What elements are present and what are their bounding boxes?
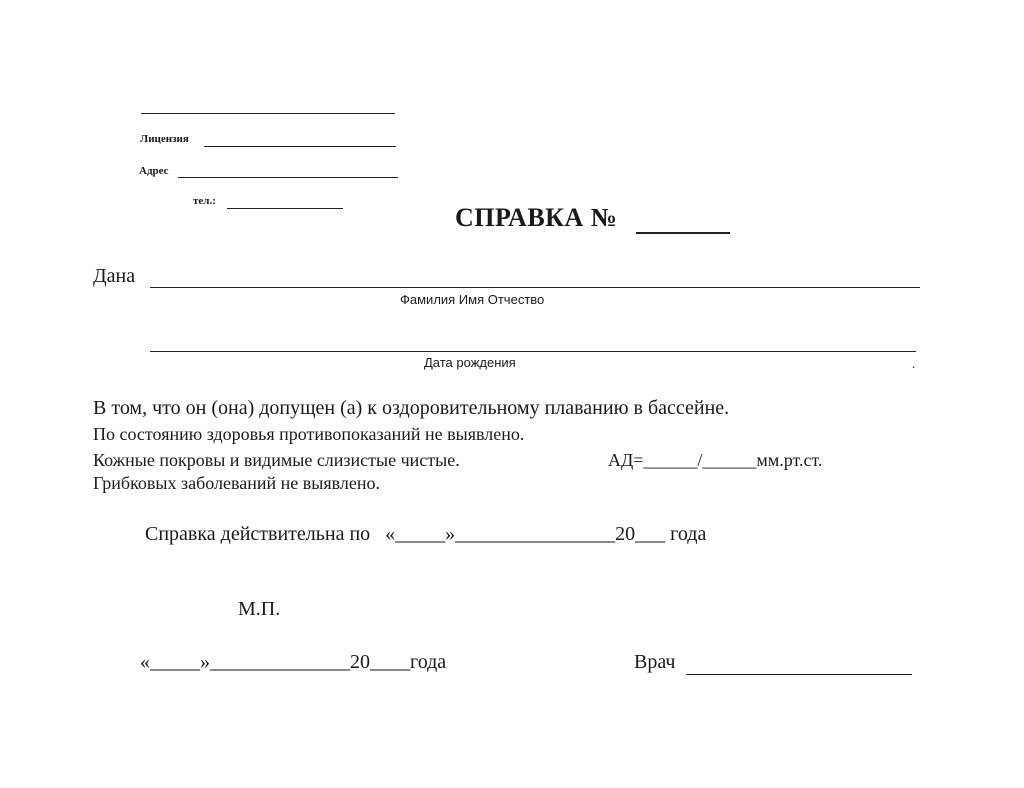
full-name-line: [150, 287, 920, 288]
phone-label: тел.:: [193, 195, 216, 207]
license-label: Лицензия: [140, 133, 189, 145]
trailing-dot: .: [912, 356, 916, 371]
full-name-caption: Фамилия Имя Отчество: [400, 292, 545, 307]
birth-date-caption: Дата рождения: [424, 355, 516, 370]
issued-to-label: Дана: [93, 265, 136, 287]
document-title: СПРАВКА №: [455, 203, 618, 232]
license-line: [204, 146, 396, 147]
stamp-place: М.П.: [238, 598, 281, 620]
birth-date-line: [150, 351, 916, 352]
address-line: [178, 177, 398, 178]
issue-date-field: «_____»______________20____года: [140, 651, 447, 673]
document-number-line: [636, 232, 730, 234]
doctor-signature-line: [686, 674, 912, 675]
health-statement: По состоянию здоровья противопоказаний не выявлено.: [93, 424, 525, 444]
phone-line: [227, 208, 343, 209]
address-label: Адрес: [139, 165, 169, 177]
validity-statement: Справка действительна по «_____»________________20___ года: [145, 523, 707, 545]
fungal-statement: Грибковых заболеваний не выявлено.: [93, 473, 380, 493]
organization-name-line: [141, 113, 395, 114]
blood-pressure-field: АД=______/______мм.рт.ст.: [608, 450, 823, 470]
admission-statement: В том, что он (она) допущен (а) к оздоровительному плаванию в бассейне.: [93, 397, 730, 419]
skin-statement: Кожные покровы и видимые слизистые чистые.: [93, 450, 460, 470]
doctor-label: Врач: [634, 651, 676, 673]
